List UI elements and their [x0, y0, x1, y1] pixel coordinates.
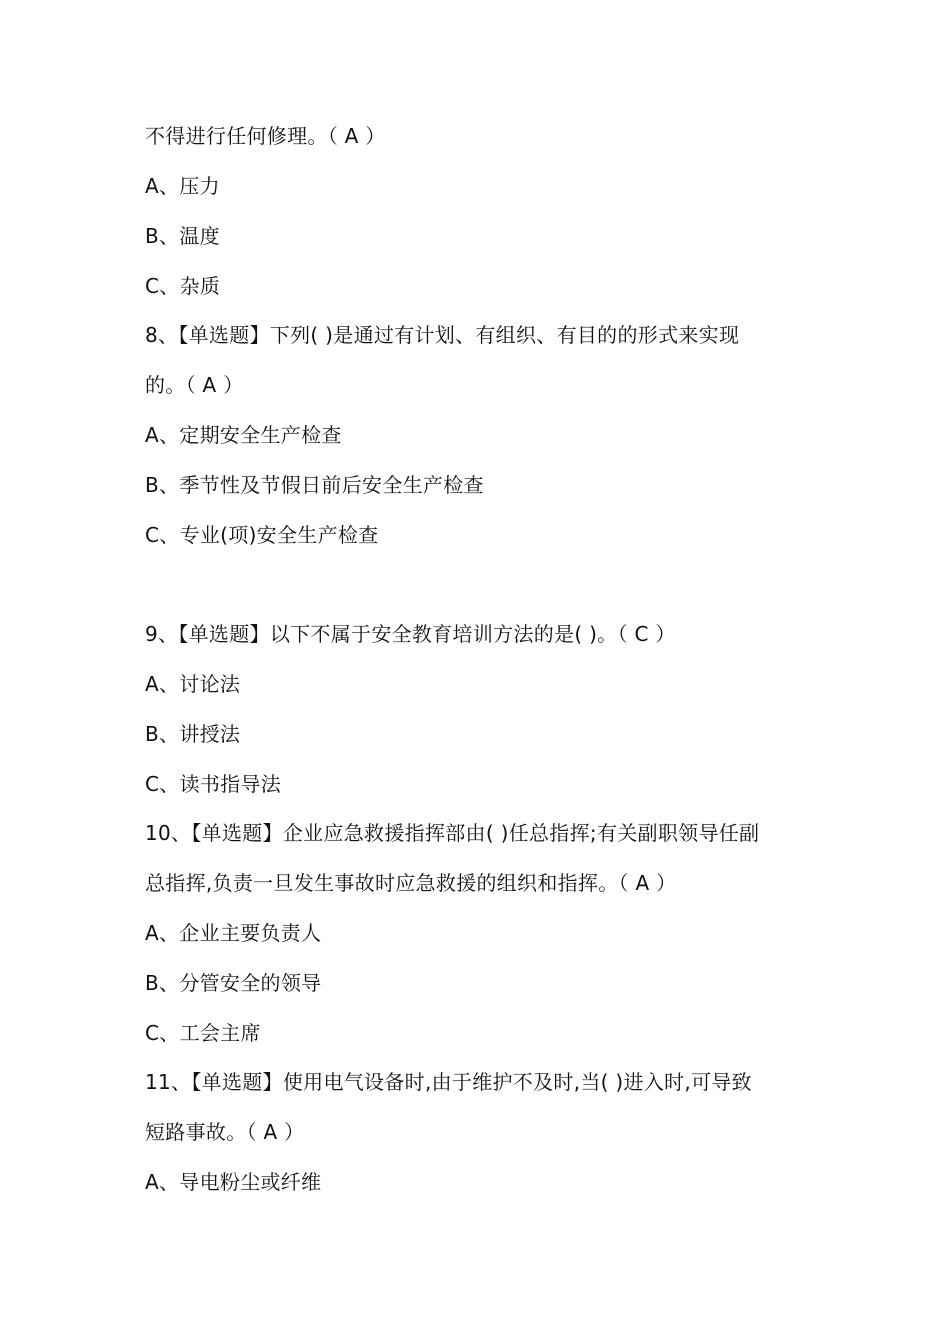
question-8-option-a: A、定期安全生产检查: [145, 423, 342, 447]
question-10-option-a: A、企业主要负责人: [145, 921, 322, 945]
question-8-stem-end: 的。（ A ）: [145, 373, 244, 397]
question-8-option-c: C、专业(项)安全生产检查: [145, 523, 379, 547]
question-7-option-c: C、杂质: [145, 274, 221, 298]
question-7-option-a: A、压力: [145, 174, 220, 198]
question-10-stem-end: 总指挥,负责一旦发生事故时应急救援的组织和指挥。（ A ）: [145, 871, 677, 895]
question-7-stem-end: 不得进行任何修理。（ A ）: [145, 124, 386, 148]
question-9-option-c: C、读书指导法: [145, 772, 282, 796]
question-10-stem: 10、【单选题】企业应急救援指挥部由( )任总指挥;有关副职领导任副: [145, 821, 760, 845]
question-9-option-b: B、讲授法: [145, 722, 241, 746]
question-11-stem: 11、【单选题】使用电气设备时,由于维护不及时,当( )进入时,可导致: [145, 1070, 752, 1094]
question-9-stem: 9、【单选题】以下不属于安全教育培训方法的是( )。（ C ）: [145, 622, 676, 646]
question-8-stem: 8、【单选题】下列( )是通过有计划、有组织、有目的的形式来实现: [145, 323, 740, 347]
question-10-option-c: C、工会主席: [145, 1021, 261, 1045]
question-11-stem-end: 短路事故。（ A ）: [145, 1120, 305, 1144]
question-7-option-b: B、温度: [145, 224, 220, 248]
question-9-option-a: A、讨论法: [145, 672, 241, 696]
question-10-option-b: B、分管安全的领导: [145, 971, 322, 995]
question-11-option-a: A、导电粉尘或纤维: [145, 1170, 322, 1194]
question-8-option-b: B、季节性及节假日前后安全生产检查: [145, 473, 484, 497]
